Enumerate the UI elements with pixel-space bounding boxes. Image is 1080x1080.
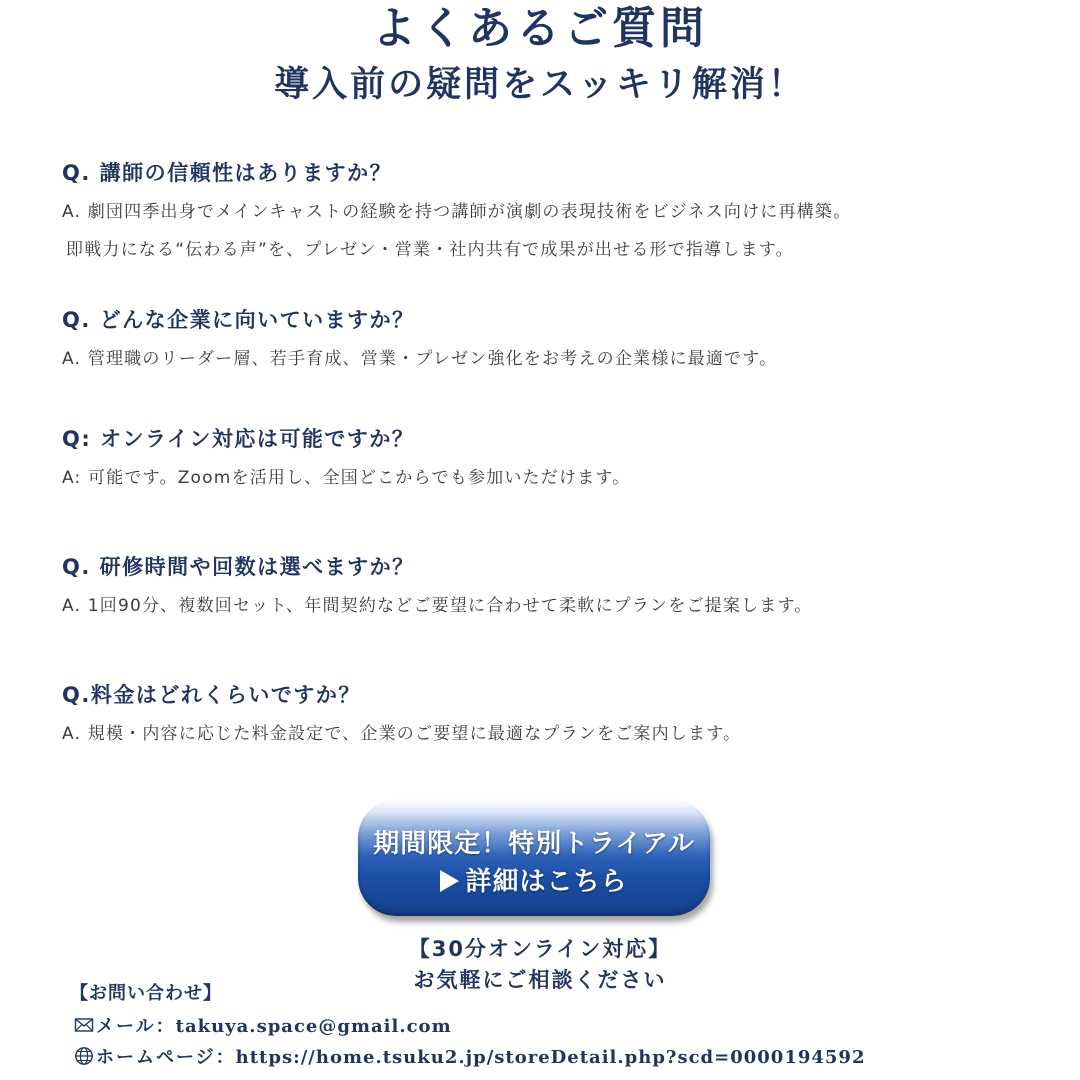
globe-icon	[74, 1046, 94, 1066]
play-arrow-icon	[440, 870, 459, 892]
faq-answer-line: A. 規模・内容に応じた料金設定で、企業のご要望に最適なプランをご案内します。	[62, 724, 742, 744]
page-title: よくあるご質問	[372, 3, 708, 54]
faq-item	[62, 552, 1052, 625]
faq-question: Q. 講師の信頼性はありますか？	[62, 161, 393, 185]
trial-button-sublabel-row	[358, 863, 710, 901]
contact-heading: 【お問い合わせ】	[70, 983, 222, 1004]
faq-answer	[62, 587, 1052, 625]
faq-question: Q.料金はどれくらいですか？	[62, 683, 361, 707]
trial-button-sublabel: 詳細はこちら	[465, 867, 628, 897]
trial-note-line: 【30分オンライン対応】	[408, 937, 672, 961]
faq-item	[62, 305, 1052, 378]
faq-question: Q. 研修時間や回数は選べますか？	[62, 555, 415, 579]
faq-item	[62, 158, 1052, 269]
faq-question: Q: オンライン対応は可能ですか？	[62, 427, 415, 451]
contact-email-link[interactable]: takuya.space@gmail.com	[175, 1016, 452, 1037]
contact-email-row	[74, 1014, 452, 1040]
faq-answer-line: A. 管理職のリーダー層、若手育成、営業・プレゼン強化をお考えの企業様に最適です。	[62, 349, 778, 369]
trial-details-button[interactable]	[358, 800, 710, 916]
page-subtitle: 導入前の疑問をスッキリ解消！	[274, 65, 806, 105]
envelope-icon	[74, 1015, 94, 1035]
contact-web-link[interactable]: https://home.tsuku2.jp/storeDetail.php?scd=0000194592	[235, 1047, 866, 1068]
contact-web-label: ホームページ：	[96, 1047, 236, 1068]
trial-note-line: お気軽にご相談ください	[413, 968, 667, 992]
faq-answer-line: A. 1回90分、複数回セット、年間契約などご要望に合わせて柔軟にプランをご提案します。	[62, 596, 813, 616]
contact-web-row	[74, 1045, 865, 1071]
faq-answer	[62, 340, 1052, 378]
faq-answer	[62, 715, 1052, 753]
trial-button-label: 期間限定！特別トライアル	[373, 829, 695, 859]
faq-answer-line: A: 可能です。Zoomを活用し、全国どこからでも参加いただけます。	[62, 468, 631, 488]
faq-item	[62, 424, 1052, 497]
faq-answer	[62, 459, 1052, 497]
contact-email-label: メール：	[96, 1016, 176, 1037]
faq-question: Q. どんな企業に向いていますか？	[62, 308, 415, 332]
faq-item	[62, 680, 1052, 753]
faq-answer-line: 即戦力になる“伝わる声”を、プレゼン・営業・社内共有で成果が出せる形で指導します。	[66, 240, 794, 260]
faq-answer	[62, 193, 1052, 269]
faq-answer-line: A. 劇団四季出身でメインキャストの経験を持つ講師が演劇の表現技術をビジネス向けに再構築。	[62, 202, 852, 222]
